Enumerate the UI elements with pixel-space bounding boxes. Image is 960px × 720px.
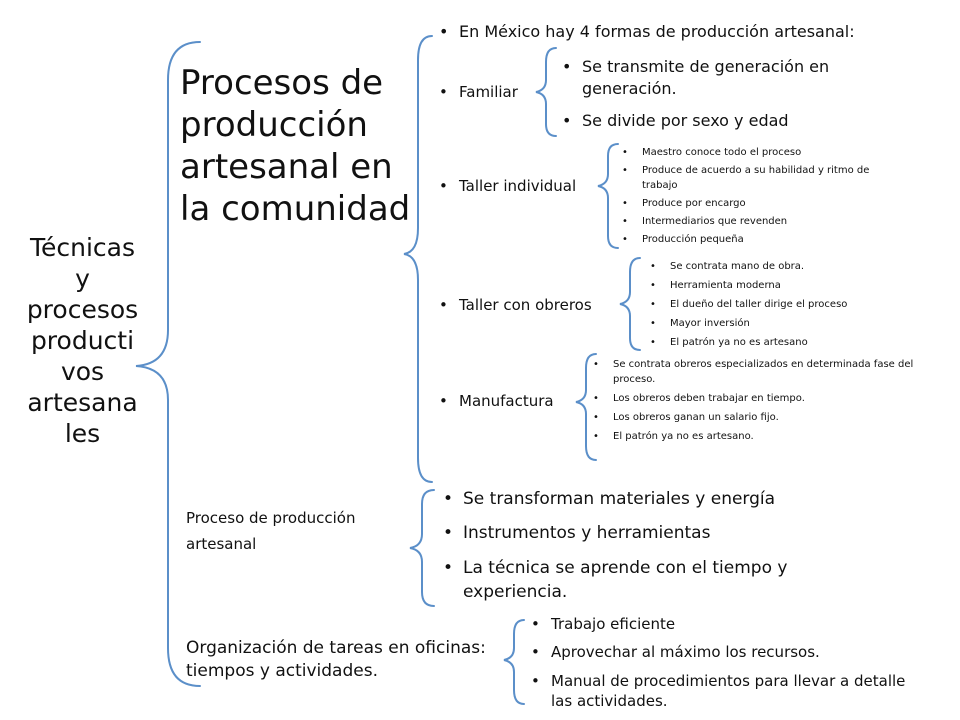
manufactura-item: • Los obreros ganan un salario fijo. (591, 410, 931, 425)
familiar-item: • Se transmite de generación en generación. (560, 56, 850, 100)
taller-obreros-item: • Se contrata mano de obra. (648, 259, 908, 274)
familiar-item: • Se divide por sexo y edad (560, 110, 850, 132)
section3-item: • Manual de procedimientos para llevar a detalle las actividades. (529, 671, 929, 711)
section2-item: • Se transforman materiales y energía (441, 488, 861, 510)
manufactura-item: • El patrón ya no es artesano. (591, 429, 931, 444)
manufactura-list (591, 357, 931, 444)
taller-obreros-list (648, 259, 908, 350)
taller-individual-label: • Taller individual (437, 176, 617, 196)
taller-obreros-item: • El dueño del taller dirige el proceso (648, 297, 908, 312)
section2-item: • Instrumentos y herramientas (441, 522, 861, 544)
taller-individual-item: • Produce de acuerdo a su habilidad y ritmo de trabajo (620, 163, 900, 193)
familiar-label: • Familiar (437, 82, 557, 102)
taller-individual-item: • Produce por encargo (620, 196, 900, 211)
taller-obreros-label-list (437, 295, 627, 315)
taller-individual-item: • Intermediarios que revenden (620, 214, 900, 229)
manufactura-label: • Manufactura (437, 391, 587, 411)
intro-list (437, 22, 917, 42)
manufactura-label-list (437, 391, 587, 411)
brace-section2 (410, 490, 434, 606)
taller-obreros-label: • Taller con obreros (437, 295, 627, 315)
manufactura-item: • Se contrata obreros especializados en determinada fase del proceso. (591, 357, 931, 387)
intro-item: • En México hay 4 formas de producción artesanal: (437, 22, 917, 42)
brace-taller-individual (598, 144, 618, 248)
taller-individual-list (620, 145, 900, 247)
familiar-label-list (437, 82, 557, 102)
section2-item: • La técnica se aprende con el tiempo y experiencia. (441, 556, 861, 604)
taller-obreros-item: • El patrón ya no es artesano (648, 335, 908, 350)
taller-individual-item: • Maestro conoce todo el proceso (620, 145, 900, 160)
taller-individual-item: • Producción pequeña (620, 232, 900, 247)
section3-list (529, 615, 929, 711)
section3-item: • Trabajo eficiente (529, 615, 929, 634)
section2-title: Proceso de producción artesanal (186, 509, 356, 553)
familiar-list (560, 56, 850, 132)
brace-section3 (504, 620, 524, 704)
taller-obreros-item: • Herramienta moderna (648, 278, 908, 293)
section2-list (441, 488, 861, 604)
section3-item: • Aprovechar al máximo los recursos. (529, 643, 929, 662)
manufactura-item: • Los obreros deben trabajar en tiempo. (591, 391, 931, 406)
root-title: Técnicas y procesos producti vos artesana les (26, 233, 139, 448)
section1-title: Procesos de producción artesanal en la comunidad (180, 63, 411, 229)
taller-individual-label-list (437, 176, 617, 196)
section3-title: Organización de tareas en oficinas: tiempos y actividades. (186, 638, 486, 681)
taller-obreros-item: • Mayor inversión (648, 316, 908, 331)
